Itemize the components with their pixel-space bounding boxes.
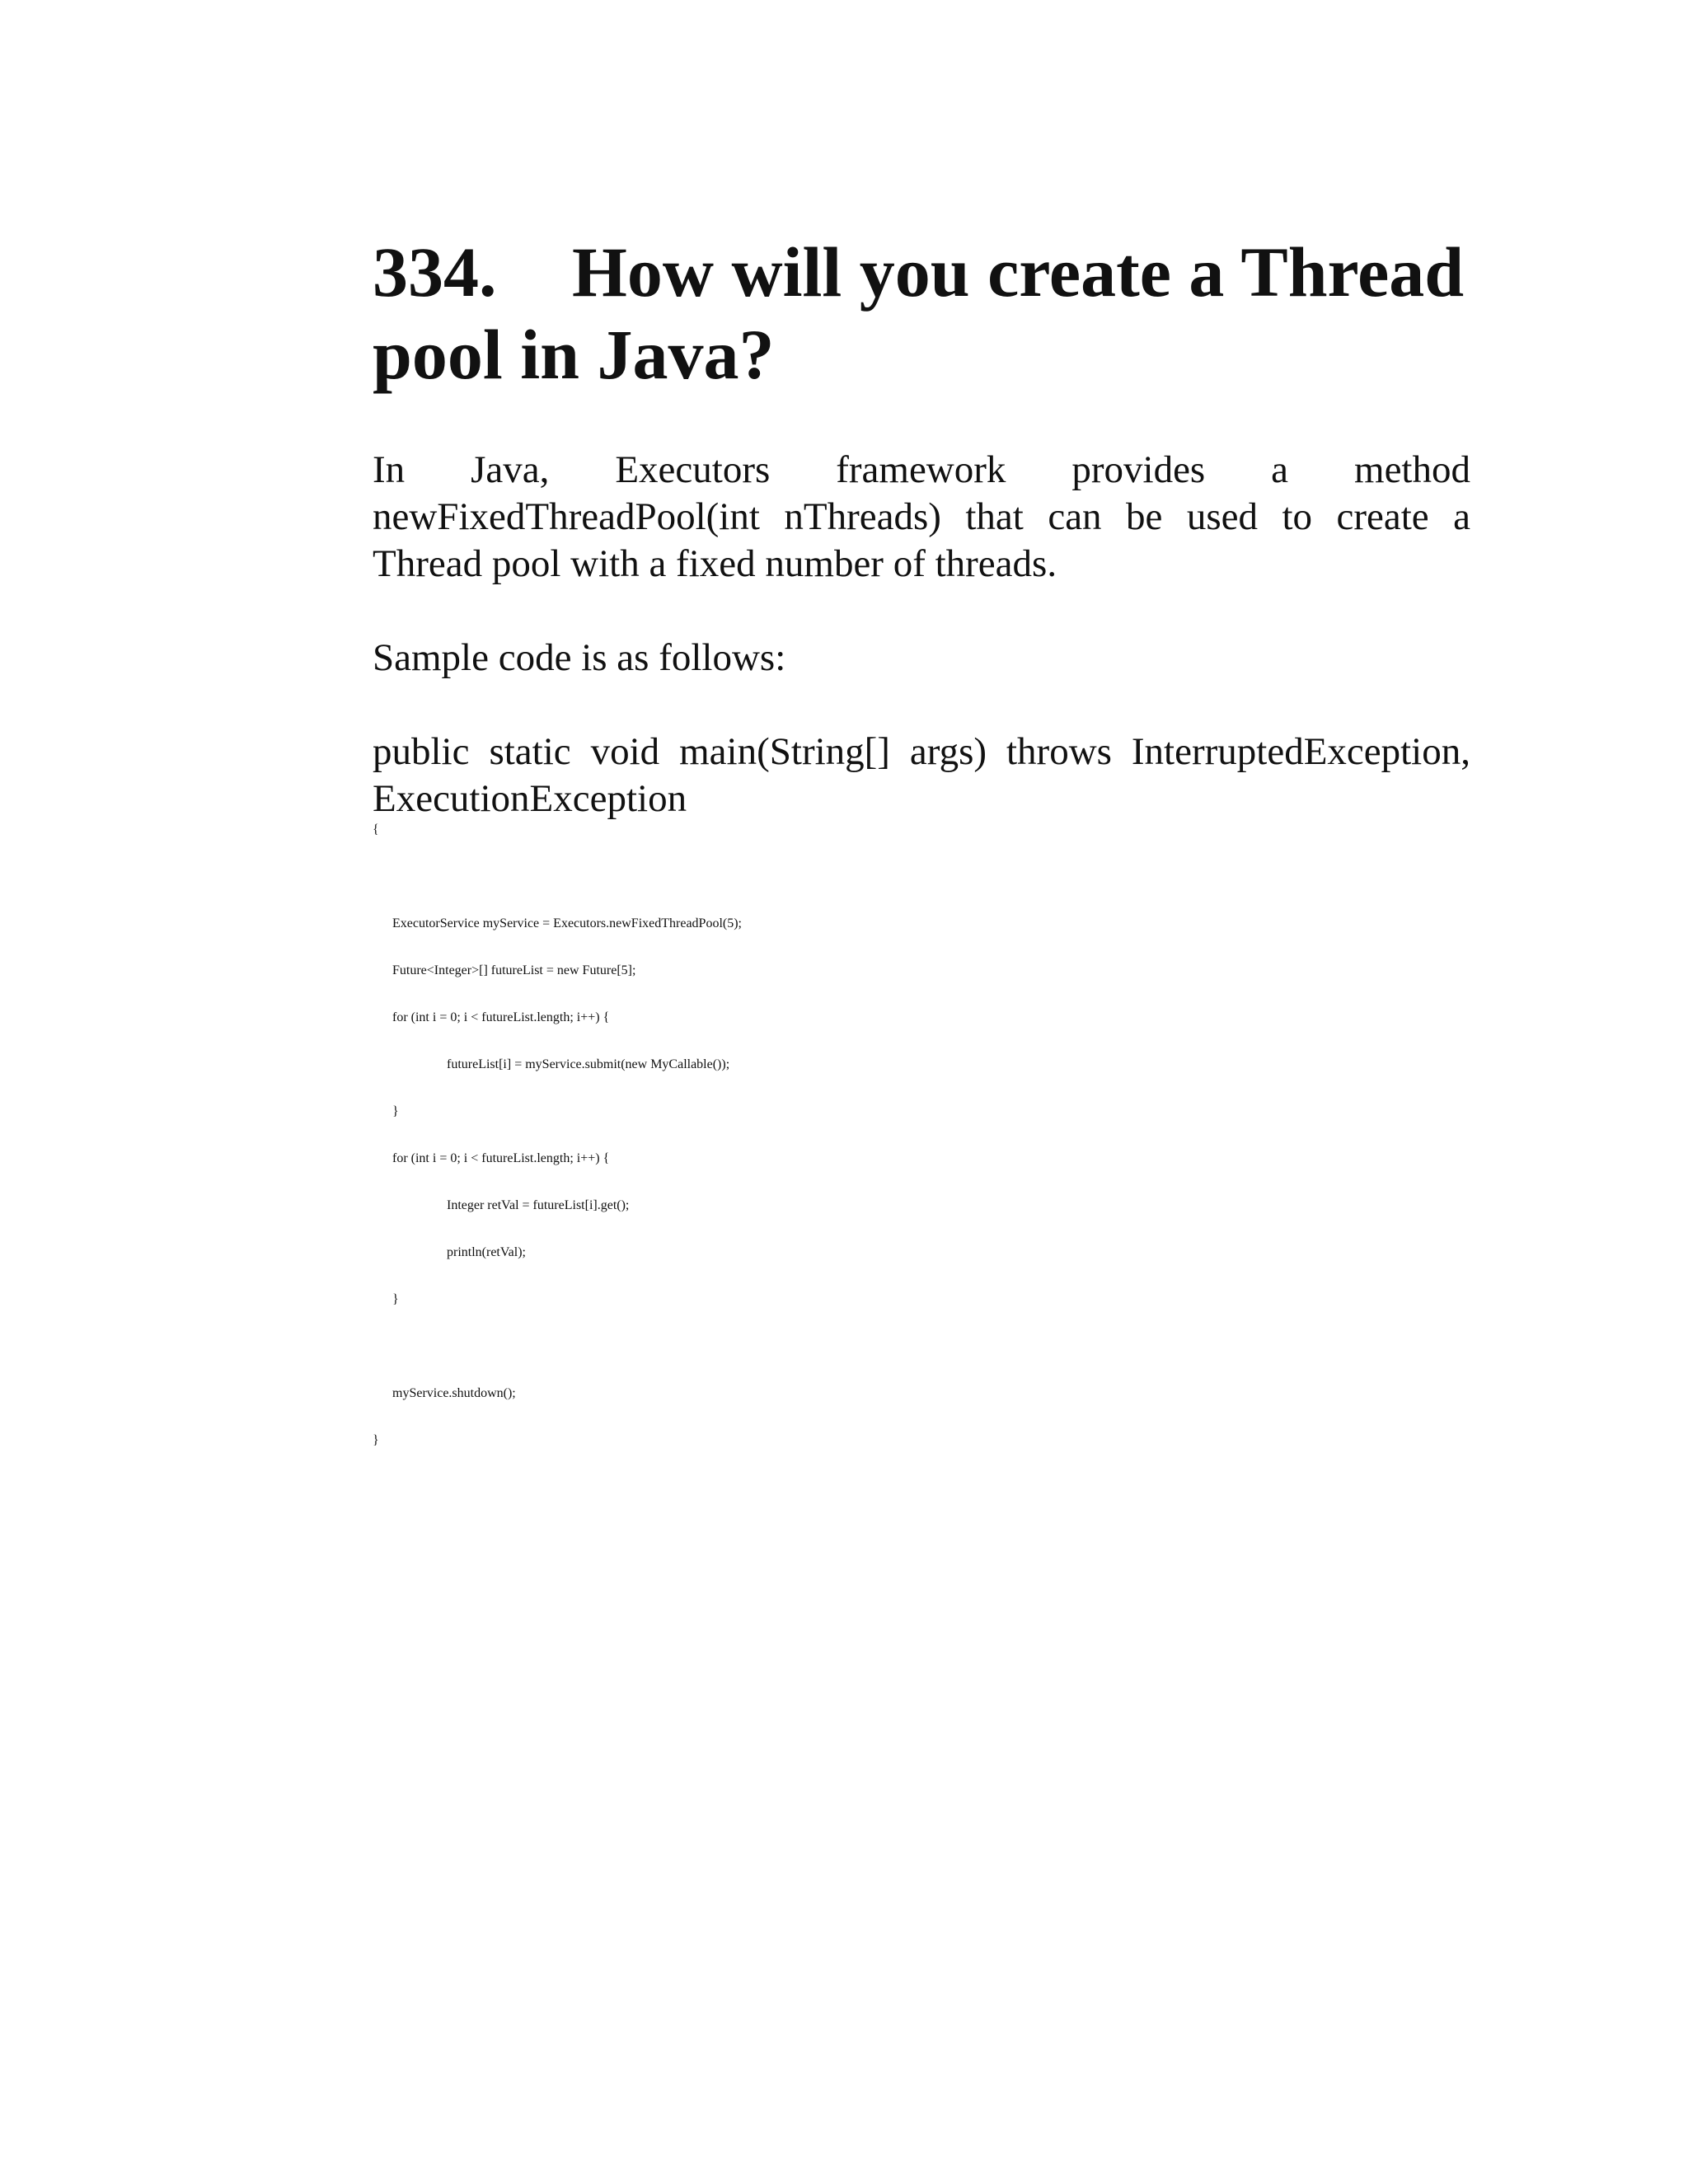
spacer	[373, 396, 1470, 447]
code-line: for (int i = 0; i < futureList.length; i++) {	[392, 1010, 610, 1024]
question-title-line2: pool in Java?	[373, 315, 775, 394]
code-line: }	[392, 1104, 399, 1118]
question-title-line1: How will you create a Thread	[572, 232, 1465, 312]
document-page	[373, 231, 1470, 1480]
code-line: myService.shutdown();	[392, 1386, 516, 1400]
signature-line-2: ExecutionException	[373, 777, 687, 820]
blank-line	[373, 869, 1470, 916]
intro-line-1: In Java, Executors framework provides a method	[373, 448, 1470, 491]
question-heading	[373, 231, 1470, 396]
code-line: futureList[i] = myService.submit(new MyCallable());	[447, 1057, 730, 1071]
code-block	[373, 729, 1470, 1480]
intro-paragraph	[373, 447, 1470, 588]
code-line: Future<Integer>[] futureList = new Future[5];	[392, 963, 636, 977]
intro-line-2: newFixedThreadPool(int nThreads) that can be used to create a	[373, 495, 1470, 538]
intro-line-3: Thread pool with a fixed number of threads.	[373, 542, 1057, 585]
close-brace: }	[373, 1433, 379, 1447]
open-brace: {	[373, 823, 379, 837]
code-line: println(retVal);	[447, 1245, 526, 1259]
blank-line	[373, 1339, 1470, 1386]
signature-line-1: public static void main(String[] args) throws InterruptedException,	[373, 730, 1470, 773]
question-number: 334.	[373, 232, 497, 312]
code-line: Integer retVal = futureList[i].get();	[447, 1198, 630, 1212]
code-line: }	[392, 1292, 399, 1306]
sample-label: Sample code is as follows:	[373, 636, 786, 679]
code-line: for (int i = 0; i < futureList.length; i++) {	[392, 1151, 610, 1165]
code-line: ExecutorService myService = Executors.newFixedThreadPool(5);	[392, 916, 742, 930]
spacer	[373, 588, 1470, 635]
spacer	[373, 682, 1470, 729]
